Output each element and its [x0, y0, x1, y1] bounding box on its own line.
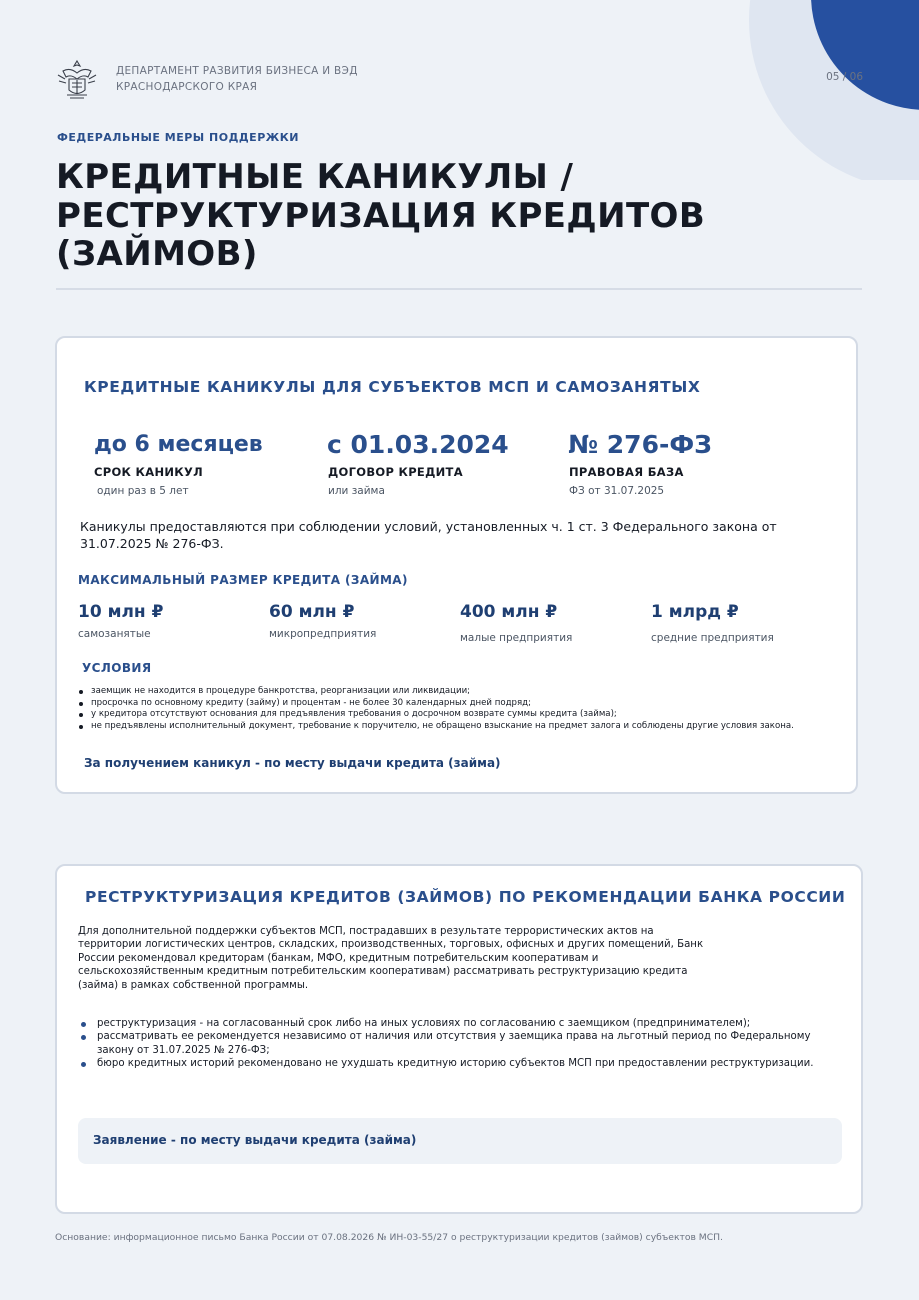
page-indicator: 05 / 06	[826, 71, 863, 83]
page-header	[55, 57, 863, 101]
amount-self-employed-value: 10 млн ₽	[78, 602, 164, 622]
holidays-intro: Каникулы предоставляются при соблюдении условий, установленных ч. 1 ст. 3 Федерального закона от 31.07.2025 № 276-ФЗ.	[80, 519, 777, 551]
section-eyebrow: ФЕДЕРАЛЬНЫЕ МЕРЫ ПОДДЕРЖКИ	[57, 131, 299, 144]
restructuring-list	[78, 1017, 838, 1071]
fact-contract-value: с 01.03.2024	[327, 430, 509, 459]
title-divider	[56, 288, 862, 290]
restructuring-item: реструктуризация - на согласованный срок либо на иных условиях по согласованию с заемщиком (предпринимателем);	[78, 1017, 838, 1030]
footer-source-note: Основание: информационное письмо Банка России от 07.08.2026 № ИН-03-55/27 о реструктуризации кредитов (займов) субъектов МСП.	[55, 1232, 723, 1243]
fact-law-label: ПРАВОВАЯ БАЗА	[569, 465, 684, 479]
fact-contract-note: или займа	[328, 485, 385, 497]
fact-term	[94, 432, 263, 457]
conditions-list	[77, 686, 817, 732]
department-line-2: КРАСНОДАРСКОГО КРАЯ	[116, 81, 258, 93]
department-name	[116, 63, 358, 95]
amount-medium-value: 1 млрд ₽	[651, 602, 739, 622]
holidays-cta: За получением каникул - по месту выдачи кредита (займа)	[84, 756, 501, 770]
coat-of-arms-icon	[55, 57, 99, 101]
restructuring-heading: РЕСТРУКТУРИЗАЦИЯ КРЕДИТОВ (ЗАЙМОВ) ПО РЕКОМЕНДАЦИИ БАНКА РОССИИ	[85, 888, 846, 906]
fact-term-label: СРОК КАНИКУЛ	[94, 465, 204, 479]
condition-item: заемщик не находится в процедуре банкротства, реорганизации или ликвидации;	[77, 686, 817, 698]
restructuring-card	[55, 864, 863, 1214]
page-title: КРЕДИТНЫЕ КАНИКУЛЫ / РЕСТРУКТУРИЗАЦИЯ КРЕДИТОВ (ЗАЙМОВ)	[56, 157, 706, 274]
restructuring-item: бюро кредитных историй рекомендовано не ухудшать кредитную историю субъектов МСП при предоставлении реструктуризации.	[78, 1057, 838, 1070]
restructuring-item: рассматривать ее рекомендуется независимо от наличия или отсутствия у заемщика права на льготный период по Федеральному закону от 31.07.2025 № 276-ФЗ;	[78, 1030, 838, 1057]
credit-holidays-card	[55, 336, 858, 794]
department-line-1: ДЕПАРТАМЕНТ РАЗВИТИЯ БИЗНЕСА И ВЭД	[116, 65, 358, 77]
max-amount-heading: МАКСИМАЛЬНЫЙ РАЗМЕР КРЕДИТА (ЗАЙМА)	[78, 573, 408, 587]
application-note: Заявление - по месту выдачи кредита (займа)	[93, 1133, 417, 1147]
fact-law-note: ФЗ от 31.07.2025	[569, 485, 665, 497]
fact-term-value: до 6 месяцев	[94, 432, 263, 457]
condition-item: просрочка по основному кредиту (займу) и процентам - не более 30 календарных дней подряд;	[77, 698, 817, 710]
credit-holidays-heading: КРЕДИТНЫЕ КАНИКУЛЫ ДЛЯ СУБЪЕКТОВ МСП И САМОЗАНЯТЫХ	[84, 378, 701, 396]
amount-self-employed-caption: самозанятые	[78, 628, 151, 640]
fact-contract-label: ДОГОВОР КРЕДИТА	[328, 465, 463, 479]
amount-medium-caption: средние предприятия	[651, 632, 774, 644]
amount-micro-caption: микропредприятия	[269, 628, 377, 640]
condition-item: не предъявлены исполнительный документ, требование к поручителю, не обращено взыскание на предмет залога и соблюдены другие условия закона.	[77, 721, 817, 733]
condition-item: у кредитора отсутствуют основания для предъявления требования о досрочном возврате суммы кредита (займа);	[77, 709, 817, 721]
conditions-heading: УСЛОВИЯ	[82, 661, 152, 675]
fact-law-value: № 276-ФЗ	[568, 430, 712, 459]
fact-term-note: один раз в 5 лет	[97, 485, 189, 497]
restructuring-intro: Для дополнительной поддержки субъектов МСП, пострадавших в результате террористических актов на территории логистических центров, складских, производственных, торговых, офисных и других помещений, Банк России рекомендовал кредиторам (банкам, МФО, кредитным потребительским кооперативам и сельскохозяйственным кредитным потребительским кооперативам) рассматривать реструктуризацию кредита (займа) в рамках собственной программы.	[78, 926, 704, 991]
amount-small-value: 400 млн ₽	[460, 602, 558, 622]
application-note-box	[78, 1118, 842, 1164]
amount-small-caption: малые предприятия	[460, 632, 573, 644]
amount-micro-value: 60 млн ₽	[269, 602, 355, 622]
